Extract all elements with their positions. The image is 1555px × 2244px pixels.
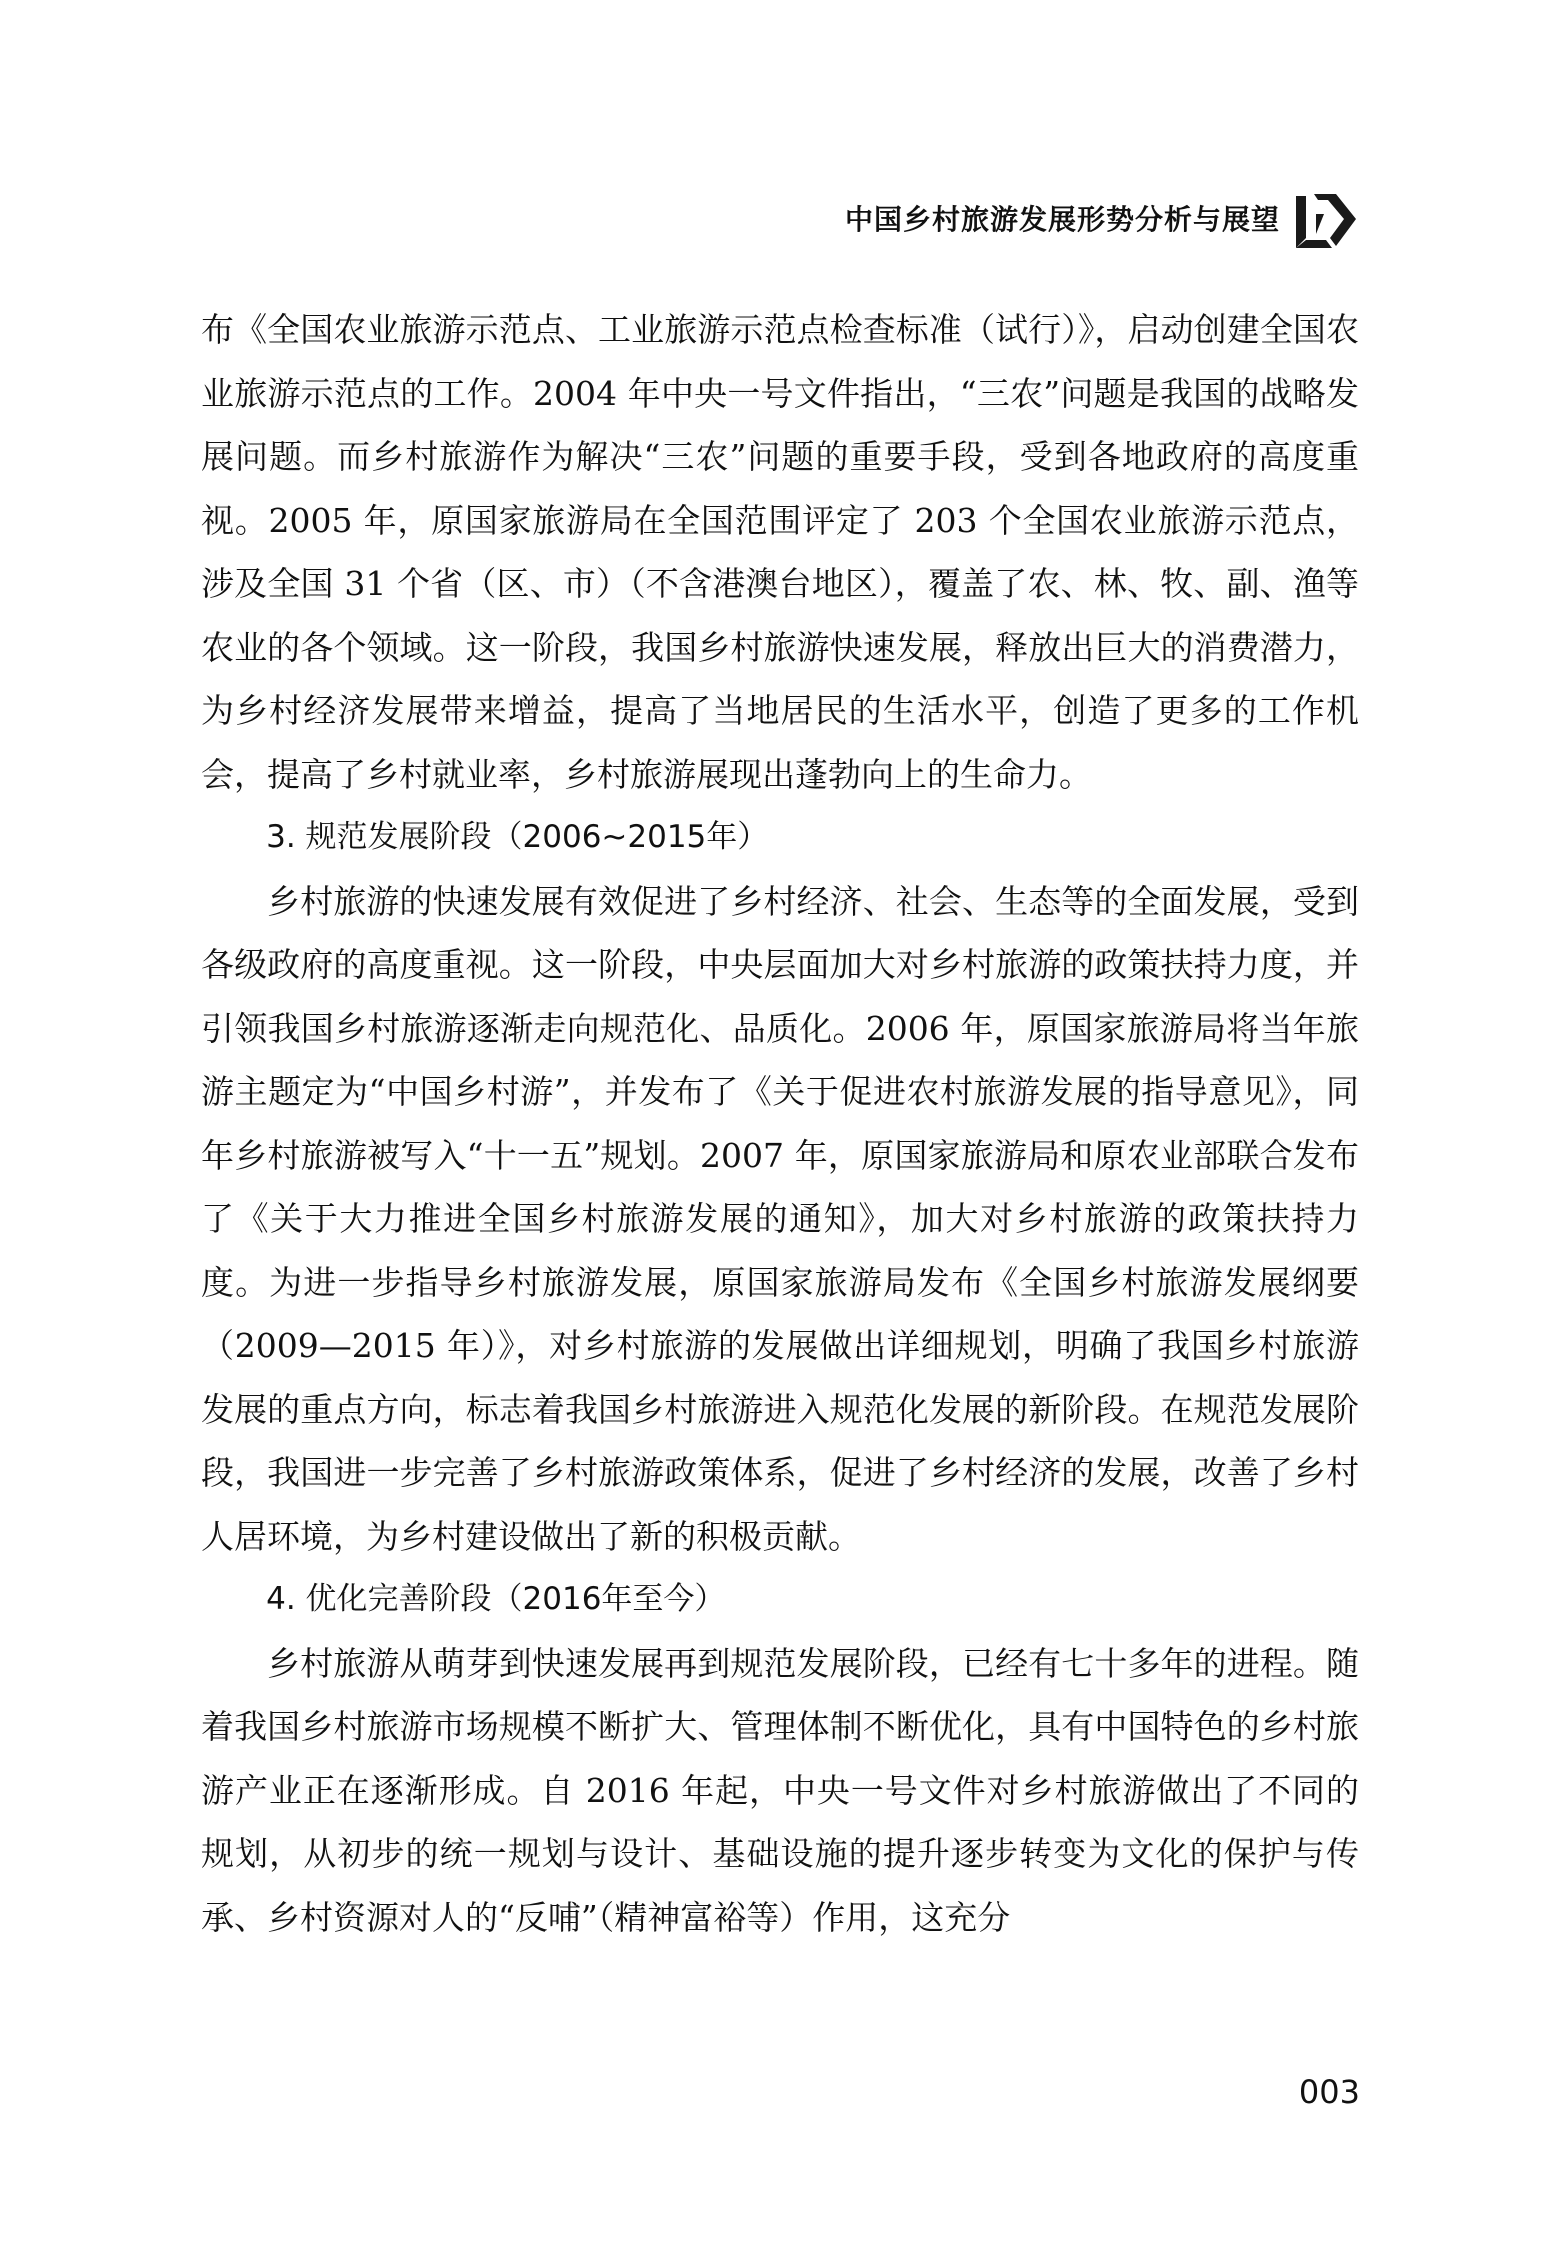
body-paragraph: 布《全国农业旅游示范点、工业旅游示范点检查标准（试行）》，启动创建全国农业旅游示范点的工作。2004 年中央一号文件指出，“三农”问题是我国的战略发展问题。而乡村旅游作为解决“三农”问题的重要手段，受到各地政府的高度重视。2005 年，原国家旅游局在全国范围评定了 203 个全国农业旅游示范点，涉及全国 31 个省（区、市）（不含港澳台地区），覆盖了农、林、牧、副、渔等农业的各个领域。这一阶段，我国乡村旅游快速发展，释放出巨大的消费潜力，为乡村经济发展带来增益，提高了当地居民的生活水平，创造了更多的工作机会，提高了乡村就业率，乡村旅游展现出蓬勃向上的生命力。: [201, 310, 1359, 794]
running-header-title: 中国乡村旅游发展形势分析与展望: [844, 203, 1280, 236]
chapter-corner-icon: [1292, 186, 1360, 252]
page-number: 003: [1298, 2073, 1360, 2111]
body-paragraph: 乡村旅游从萌芽到快速发展再到规范发展阶段，已经有七十多年的进程。随着我国乡村旅游市场规模不断扩大、管理体制不断优化，具有中国特色的乡村旅游产业正在逐渐形成。自 2016 年起，中央一号文件对乡村旅游做出了不同的规划，从初步的统一规划与设计、基础设施的提升逐步转变为文化的保护与传承、乡村资源对人的“反哺”（精神富裕等）作用，这充分: [201, 1643, 1359, 1937]
section-heading: 3. 规范发展阶段（2006~2015年）: [266, 819, 769, 855]
section-heading: 4. 优化完善阶段（2016年至今）: [266, 1581, 726, 1617]
main-text: [201, 298, 1359, 1949]
body-paragraph: 乡村旅游的快速发展有效促进了乡村经济、社会、生态等的全面发展，受到各级政府的高度重视。这一阶段，中央层面加大对乡村旅游的政策扶持力度，并引领我国乡村旅游逐渐走向规范化、品质化。2006 年，原国家旅游局将当年旅游主题定为“中国乡村游”，并发布了《关于促进农村旅游发展的指导意见》，同年乡村旅游被写入“十一五”规划。2007 年，原国家旅游局和原农业部联合发布了《关于大力推进全国乡村旅游发展的通知》，加大对乡村旅游的政策扶持力度。为进一步指导乡村旅游发展，原国家旅游局发布《全国乡村旅游发展纲要（2009—2015 年）》，对乡村旅游的发展做出详细规划，明确了我国乡村旅游发展的重点方向，标志着我国乡村旅游进入规范化发展的新阶段。在规范发展阶段，我国进一步完善了乡村旅游政策体系，促进了乡村经济的发展，改善了乡村人居环境，为乡村建设做出了新的积极贡献。: [201, 881, 1359, 1556]
